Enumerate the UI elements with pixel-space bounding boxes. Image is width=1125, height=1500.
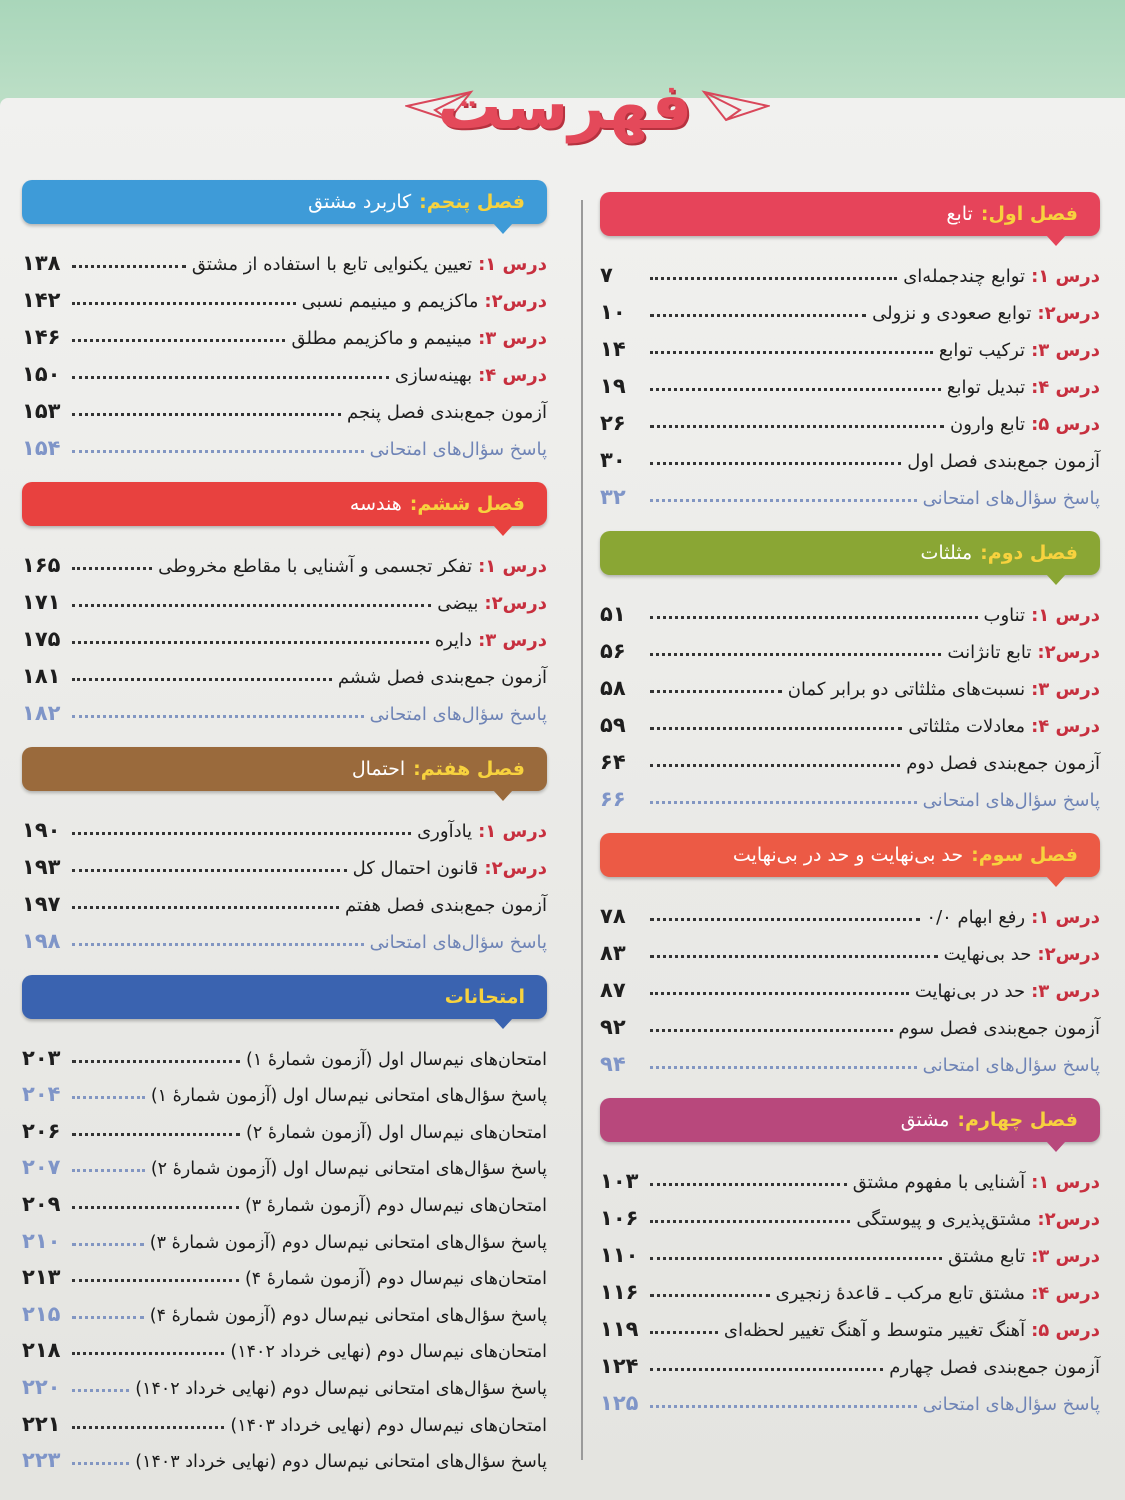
entry-title: تبدیل توابع — [946, 377, 1026, 398]
lesson-number: درس ۴: — [1031, 1283, 1100, 1304]
page-number: ۲۲۱ — [22, 1411, 61, 1436]
entry-title: آزمون جمع‌بندی فصل چهارم — [889, 1357, 1100, 1378]
dot-leader — [650, 690, 782, 693]
page-number: ۲۰۴ — [22, 1082, 61, 1107]
entry-title: امتحان‌های نیم‌سال دوم (نهایی خرداد ۱۴۰۲) — [230, 1342, 547, 1363]
chapter-section — [600, 192, 1100, 509]
chapter-header-tail — [1046, 1141, 1066, 1152]
entry-title: توابع چندجمله‌ای — [903, 266, 1026, 287]
chapter-label: فصل دوم: — [980, 542, 1078, 564]
lesson-number: درس ۴: — [1031, 716, 1100, 737]
lesson-number: درس۲: — [484, 858, 547, 879]
lesson-entry[interactable] — [600, 1193, 1100, 1230]
page-number: ۱۵۳ — [22, 399, 61, 423]
entry-title: نسبت‌های مثلثاتی دو برابر کمان — [787, 679, 1026, 700]
page-title: فهرست — [437, 70, 693, 144]
answer-entry[interactable] — [22, 1216, 547, 1253]
lesson-entry[interactable] — [600, 626, 1100, 663]
lesson-entry[interactable] — [600, 700, 1100, 737]
entry-title: آزمون جمع‌بندی فصل اول — [907, 451, 1100, 472]
lesson-number: درس ۱: — [1031, 1172, 1100, 1193]
dot-leader — [650, 388, 941, 391]
chapter-header — [22, 482, 547, 526]
chapter-header — [22, 747, 547, 791]
chapter-header-tail — [493, 525, 513, 536]
chapter-header-tail — [1046, 574, 1066, 585]
entry-title: پاسخ سؤال‌های امتحانی — [922, 790, 1100, 811]
page-number: ۱۹۸ — [22, 929, 61, 953]
chapter-header — [600, 531, 1100, 575]
entry-title: تابع تانژانت — [947, 642, 1032, 663]
answer-entry[interactable] — [22, 1362, 547, 1399]
exams-section — [22, 975, 547, 1472]
page-number: ۱۸۲ — [22, 701, 61, 725]
page-number: ۱۹۰ — [22, 818, 61, 842]
test-entry[interactable] — [22, 1106, 547, 1143]
entry-title: تناوب — [983, 605, 1026, 626]
page-number: ۲۱۵ — [22, 1301, 61, 1326]
chapter-name: مشتق — [900, 1109, 950, 1131]
entry-title: امتحان‌های نیم‌سال دوم (آزمون شمارهٔ ۴) — [244, 1269, 547, 1290]
chapter-header — [22, 975, 547, 1019]
entry-title: آهنگ تغییر متوسط و آهنگ تغییر لحظه‌ای — [723, 1320, 1026, 1341]
page-number: ۳۰ — [600, 448, 626, 472]
page-number: ۱۰۳ — [600, 1169, 639, 1193]
chapter-name: حد بی‌نهایت و حد در بی‌نهایت — [732, 844, 964, 866]
dot-leader — [650, 992, 909, 995]
entry-title: مینیمم و ماکزیمم مطلق — [291, 328, 473, 349]
page-number: ۲۲۳ — [22, 1448, 61, 1473]
test-entry[interactable] — [22, 1179, 547, 1216]
lesson-number: درس ۳: — [1031, 340, 1100, 361]
chapter-header-tail — [493, 790, 513, 801]
entry-title: تابع وارون — [949, 414, 1026, 435]
test-entry[interactable] — [22, 1033, 547, 1070]
chapter-label: فصل هفتم: — [413, 758, 525, 780]
lesson-entry[interactable] — [600, 928, 1100, 965]
page-number: ۱۵۰ — [22, 362, 61, 386]
answer-entry[interactable] — [22, 423, 547, 460]
page-number: ۱۳۸ — [22, 251, 61, 275]
lesson-entry[interactable] — [22, 842, 547, 879]
lesson-entry[interactable] — [22, 349, 547, 386]
dot-leader — [72, 906, 339, 909]
dot-leader — [72, 1206, 239, 1209]
chapter-header — [600, 833, 1100, 877]
dot-leader — [72, 1316, 144, 1319]
page-number: ۱۱۰ — [600, 1243, 639, 1267]
answer-entry[interactable] — [22, 1143, 547, 1180]
lesson-number: درس ۳: — [1031, 679, 1100, 700]
lesson-number: درس۲: — [1037, 944, 1100, 965]
chapter-section — [22, 482, 547, 725]
page-number: ۲۶ — [600, 411, 626, 435]
lesson-number: درس ۱: — [478, 821, 547, 842]
dot-leader — [650, 499, 917, 502]
entry-title: معادلات مثلثاتی — [908, 716, 1026, 737]
answer-entry[interactable] — [600, 1378, 1100, 1415]
page-number: ۱۹۳ — [22, 855, 61, 879]
entry-title: امتحان‌های نیم‌سال دوم (آزمون شمارهٔ ۳) — [244, 1195, 547, 1216]
test-entry[interactable] — [600, 1002, 1100, 1039]
page-number: ۱۵۴ — [22, 436, 61, 460]
chapter-section — [600, 1098, 1100, 1415]
dot-leader — [72, 1060, 240, 1063]
entry-title: پاسخ سؤال‌های امتحانی — [922, 1055, 1100, 1076]
entry-title: پاسخ سؤال‌های امتحانی نیم‌سال اول (آزمون شمارهٔ ۲) — [150, 1159, 547, 1180]
entry-title: حد در بی‌نهایت — [914, 981, 1026, 1002]
page-number: ۱۲۵ — [600, 1391, 639, 1415]
dot-leader — [650, 653, 941, 656]
dot-leader — [650, 462, 901, 465]
dot-leader — [72, 376, 389, 379]
lesson-number: درس ۵: — [1031, 414, 1100, 435]
lesson-number: درس ۴: — [1031, 377, 1100, 398]
dot-leader — [650, 1029, 893, 1032]
dot-leader — [650, 425, 944, 428]
page-number: ۱۷۱ — [22, 590, 61, 614]
lesson-entry[interactable] — [600, 1304, 1100, 1341]
chapter-section — [600, 833, 1100, 1076]
entry-title: آشنایی با مفهوم مشتق — [852, 1172, 1026, 1193]
dot-leader — [72, 1352, 224, 1355]
lesson-entry[interactable] — [600, 589, 1100, 626]
dot-leader — [650, 277, 897, 280]
toc-column-right — [600, 192, 1100, 1437]
lesson-number: درس۲: — [484, 593, 547, 614]
entry-title: آزمون جمع‌بندی فصل ششم — [337, 667, 547, 688]
chapter-header — [600, 1098, 1100, 1142]
entry-title: مشتق‌پذیری و پیوستگی — [856, 1209, 1032, 1230]
chapter-section — [22, 180, 547, 460]
lesson-entry[interactable] — [600, 1156, 1100, 1193]
chapter-header — [600, 192, 1100, 236]
dot-leader — [72, 413, 341, 416]
chapter-header-tail — [1046, 235, 1066, 246]
page-number: ۲۰۶ — [22, 1118, 61, 1143]
page-number: ۱۲۴ — [600, 1354, 639, 1378]
dot-leader — [650, 727, 902, 730]
lesson-entry[interactable] — [600, 324, 1100, 361]
page-number: ۱۸۱ — [22, 664, 61, 688]
title-wrap — [400, 62, 730, 152]
lesson-number: درس ۱: — [1031, 266, 1100, 287]
page-number: ۲۲۰ — [22, 1374, 61, 1399]
test-entry[interactable] — [22, 1253, 547, 1290]
page-number: ۲۰۳ — [22, 1045, 61, 1070]
dot-leader — [650, 1294, 770, 1297]
entry-title: تابع مشتق — [948, 1246, 1026, 1267]
lesson-entry[interactable] — [600, 287, 1100, 324]
entry-title: امتحان‌های نیم‌سال اول (آزمون شمارهٔ ۱) — [246, 1049, 547, 1070]
entry-title: تعیین یکنوایی تابع با استفاده از مشتق — [191, 254, 473, 275]
dot-leader — [72, 265, 186, 268]
entry-title: بیضی — [437, 593, 479, 614]
dot-leader — [72, 339, 285, 342]
column-divider — [581, 200, 583, 1460]
dot-leader — [72, 302, 296, 305]
dot-leader — [650, 1368, 883, 1371]
lesson-number: درس۲: — [484, 291, 547, 312]
lesson-number: درس ۳: — [1031, 981, 1100, 1002]
page-number: ۱۱۹ — [600, 1317, 639, 1341]
entry-title: ماکزیمم و مینیمم نسبی — [301, 291, 479, 312]
page-number: ۱۹۷ — [22, 892, 61, 916]
lesson-number: درس ۵: — [1031, 1320, 1100, 1341]
dot-leader — [650, 1183, 847, 1186]
answer-entry[interactable] — [22, 1070, 547, 1107]
dot-leader — [72, 1133, 240, 1136]
page-number: ۲۱۸ — [22, 1338, 61, 1363]
page-number: ۷۸ — [600, 904, 626, 928]
dot-leader — [72, 678, 332, 681]
dot-leader — [650, 801, 917, 804]
entry-title: پاسخ سؤال‌های امتحانی — [369, 932, 547, 953]
dot-leader — [72, 641, 429, 644]
page-number: ۶۴ — [600, 750, 626, 774]
dot-leader — [650, 1257, 942, 1260]
dot-leader — [650, 1331, 718, 1334]
lesson-number: درس۲: — [1037, 1209, 1100, 1230]
lesson-entry[interactable] — [600, 361, 1100, 398]
test-entry[interactable] — [22, 879, 547, 916]
chapter-label: فصل سوم: — [971, 844, 1078, 866]
lesson-entry[interactable] — [22, 577, 547, 614]
chapter-header-tail — [493, 1018, 513, 1029]
entry-title: ترکیب توابع — [938, 340, 1026, 361]
dot-leader — [72, 1462, 129, 1465]
dot-leader — [72, 1279, 239, 1282]
lesson-entry[interactable] — [22, 275, 547, 312]
entry-title: امتحان‌های نیم‌سال اول (آزمون شمارهٔ ۲) — [246, 1122, 547, 1143]
lesson-entry[interactable] — [22, 805, 547, 842]
chapter-label: فصل چهارم: — [957, 1109, 1078, 1131]
lesson-entry[interactable] — [22, 614, 547, 651]
answer-entry[interactable] — [22, 1289, 547, 1326]
lesson-number: درس۲: — [1037, 642, 1100, 663]
lesson-number: درس ۱: — [478, 254, 547, 275]
entry-title: امتحان‌های نیم‌سال دوم (نهایی خرداد ۱۴۰۳) — [230, 1415, 547, 1436]
page-number: ۱۴۲ — [22, 288, 61, 312]
entry-title: آزمون جمع‌بندی فصل پنجم — [347, 402, 547, 423]
page-number: ۱۱۶ — [600, 1280, 639, 1304]
chapter-name: تابع — [946, 203, 973, 225]
page-number: ۹۲ — [600, 1015, 626, 1039]
test-entry[interactable] — [600, 435, 1100, 472]
entry-title: آزمون جمع‌بندی فصل دوم — [906, 753, 1100, 774]
lesson-entry[interactable] — [600, 398, 1100, 435]
dot-leader — [72, 450, 364, 453]
dot-leader — [72, 1243, 144, 1246]
dot-leader — [650, 1405, 917, 1408]
page-number: ۹۴ — [600, 1052, 626, 1076]
page-number: ۱۴۶ — [22, 325, 61, 349]
paper-plane-icon — [700, 86, 770, 126]
page-number: ۳۲ — [600, 485, 626, 509]
chapter-name: کاربرد مشتق — [308, 191, 412, 213]
entry-title: آزمون جمع‌بندی فصل سوم — [898, 1018, 1100, 1039]
entry-title: توابع صعودی و نزولی — [872, 303, 1032, 324]
lesson-number: درس ۱: — [1031, 907, 1100, 928]
entry-title: تفکر تجسمی و آشنایی با مقاطع مخروطی — [158, 556, 473, 577]
lesson-number: درس ۳: — [1031, 1246, 1100, 1267]
entry-title: پاسخ سؤال‌های امتحانی نیم‌سال دوم (آزمون شمارهٔ ۳) — [149, 1232, 547, 1253]
answer-entry[interactable] — [22, 1436, 547, 1473]
entry-title: پاسخ سؤال‌های امتحانی — [922, 488, 1100, 509]
page-number: ۵۸ — [600, 676, 626, 700]
dot-leader — [650, 918, 920, 921]
entry-title: قانون احتمال کل — [352, 858, 479, 879]
test-entry[interactable] — [600, 737, 1100, 774]
dot-leader — [72, 604, 431, 607]
chapter-header — [22, 180, 547, 224]
page-number: ۲۱۰ — [22, 1228, 61, 1253]
dot-leader — [72, 832, 411, 835]
page-number: ۱۹ — [600, 374, 626, 398]
page-number: ۱۴ — [600, 337, 626, 361]
lesson-entry[interactable] — [22, 540, 547, 577]
chapter-label: فصل ششم: — [409, 493, 525, 515]
lesson-entry[interactable] — [600, 250, 1100, 287]
chapter-header-tail — [493, 223, 513, 234]
test-entry[interactable] — [22, 1399, 547, 1436]
entry-title: دایره — [434, 630, 473, 651]
page-number: ۵۱ — [600, 602, 626, 626]
page-number: ۱۰ — [600, 300, 626, 324]
lesson-entry[interactable] — [600, 1267, 1100, 1304]
dot-leader — [72, 567, 152, 570]
dot-leader — [650, 764, 900, 767]
entry-title: بهینه‌سازی — [394, 365, 473, 386]
lesson-entry[interactable] — [600, 965, 1100, 1002]
page-number: ۲۰۹ — [22, 1191, 61, 1216]
dot-leader — [650, 351, 933, 354]
toc-column-left — [22, 180, 547, 1494]
page-number: ۶۶ — [600, 787, 626, 811]
page-number: ۱۶۵ — [22, 553, 61, 577]
entry-title: پاسخ سؤال‌های امتحانی — [922, 1394, 1100, 1415]
entry-title: پاسخ سؤال‌های امتحانی نیم‌سال دوم (نهایی خرداد ۱۴۰۳) — [135, 1452, 547, 1473]
entry-title: پاسخ سؤال‌های امتحانی نیم‌سال دوم (نهایی خرداد ۱۴۰۲) — [135, 1378, 547, 1399]
answer-entry[interactable] — [600, 472, 1100, 509]
dot-leader — [72, 943, 364, 946]
chapter-name: احتمال — [351, 758, 406, 780]
chapter-header-tail — [1046, 876, 1066, 887]
answer-entry[interactable] — [22, 688, 547, 725]
dot-leader — [72, 1096, 145, 1099]
lesson-number: درس ۳: — [478, 630, 547, 651]
entry-title: پاسخ سؤال‌های امتحانی — [369, 704, 547, 725]
chapter-label: امتحانات — [444, 986, 525, 1008]
dot-leader — [72, 715, 364, 718]
lesson-entry[interactable] — [600, 1230, 1100, 1267]
answer-entry[interactable] — [22, 916, 547, 953]
page-number: ۷ — [600, 263, 613, 287]
answer-entry[interactable] — [600, 1039, 1100, 1076]
entry-title: آزمون جمع‌بندی فصل هفتم — [345, 895, 547, 916]
dot-leader — [650, 1220, 850, 1223]
entry-title: مشتق تابع مرکب ـ قاعدهٔ زنجیری — [775, 1283, 1026, 1304]
test-entry[interactable] — [600, 1341, 1100, 1378]
chapter-section — [22, 747, 547, 953]
dot-leader — [72, 1389, 129, 1392]
entry-title: پاسخ سؤال‌های امتحانی نیم‌سال اول (آزمون شمارهٔ ۱) — [150, 1086, 547, 1107]
test-entry[interactable] — [22, 651, 547, 688]
chapter-section — [600, 531, 1100, 811]
test-entry[interactable] — [22, 1326, 547, 1363]
page-number: ۵۶ — [600, 639, 626, 663]
chapter-label: فصل اول: — [980, 203, 1078, 225]
dot-leader — [72, 869, 347, 872]
chapter-name: هندسه — [349, 493, 402, 515]
entry-title: یادآوری — [417, 821, 473, 842]
lesson-entry[interactable] — [22, 312, 547, 349]
answer-entry[interactable] — [600, 774, 1100, 811]
test-entry[interactable] — [22, 386, 547, 423]
entry-title: پاسخ سؤال‌های امتحانی — [369, 439, 547, 460]
entry-title: حد بی‌نهایت — [943, 944, 1032, 965]
dot-leader — [650, 1066, 917, 1069]
page-number: ۲۰۷ — [22, 1155, 61, 1180]
entry-title: رفع ابهام ۰/۰ — [926, 907, 1026, 928]
lesson-number: درس ۴: — [478, 365, 547, 386]
chapter-name: مثلثات — [920, 542, 973, 564]
lesson-number: درس۲: — [1037, 303, 1100, 324]
page-number: ۲۱۳ — [22, 1265, 61, 1290]
page-number: ۵۹ — [600, 713, 626, 737]
dot-leader — [650, 616, 978, 619]
lesson-entry[interactable] — [600, 663, 1100, 700]
page-number: ۱۷۵ — [22, 627, 61, 651]
lesson-number: درس ۳: — [478, 328, 547, 349]
chapter-label: فصل پنجم: — [419, 191, 525, 213]
dot-leader — [650, 955, 938, 958]
lesson-entry[interactable] — [600, 891, 1100, 928]
page-number: ۸۳ — [600, 941, 626, 965]
lesson-entry[interactable] — [22, 238, 547, 275]
dot-leader — [72, 1426, 224, 1429]
entry-title: پاسخ سؤال‌های امتحانی نیم‌سال دوم (آزمون شمارهٔ ۴) — [149, 1305, 547, 1326]
lesson-number: درس ۱: — [1031, 605, 1100, 626]
dot-leader — [650, 314, 866, 317]
dot-leader — [72, 1169, 145, 1172]
page-number: ۱۰۶ — [600, 1206, 639, 1230]
lesson-number: درس ۱: — [478, 556, 547, 577]
page-number: ۸۷ — [600, 978, 626, 1002]
